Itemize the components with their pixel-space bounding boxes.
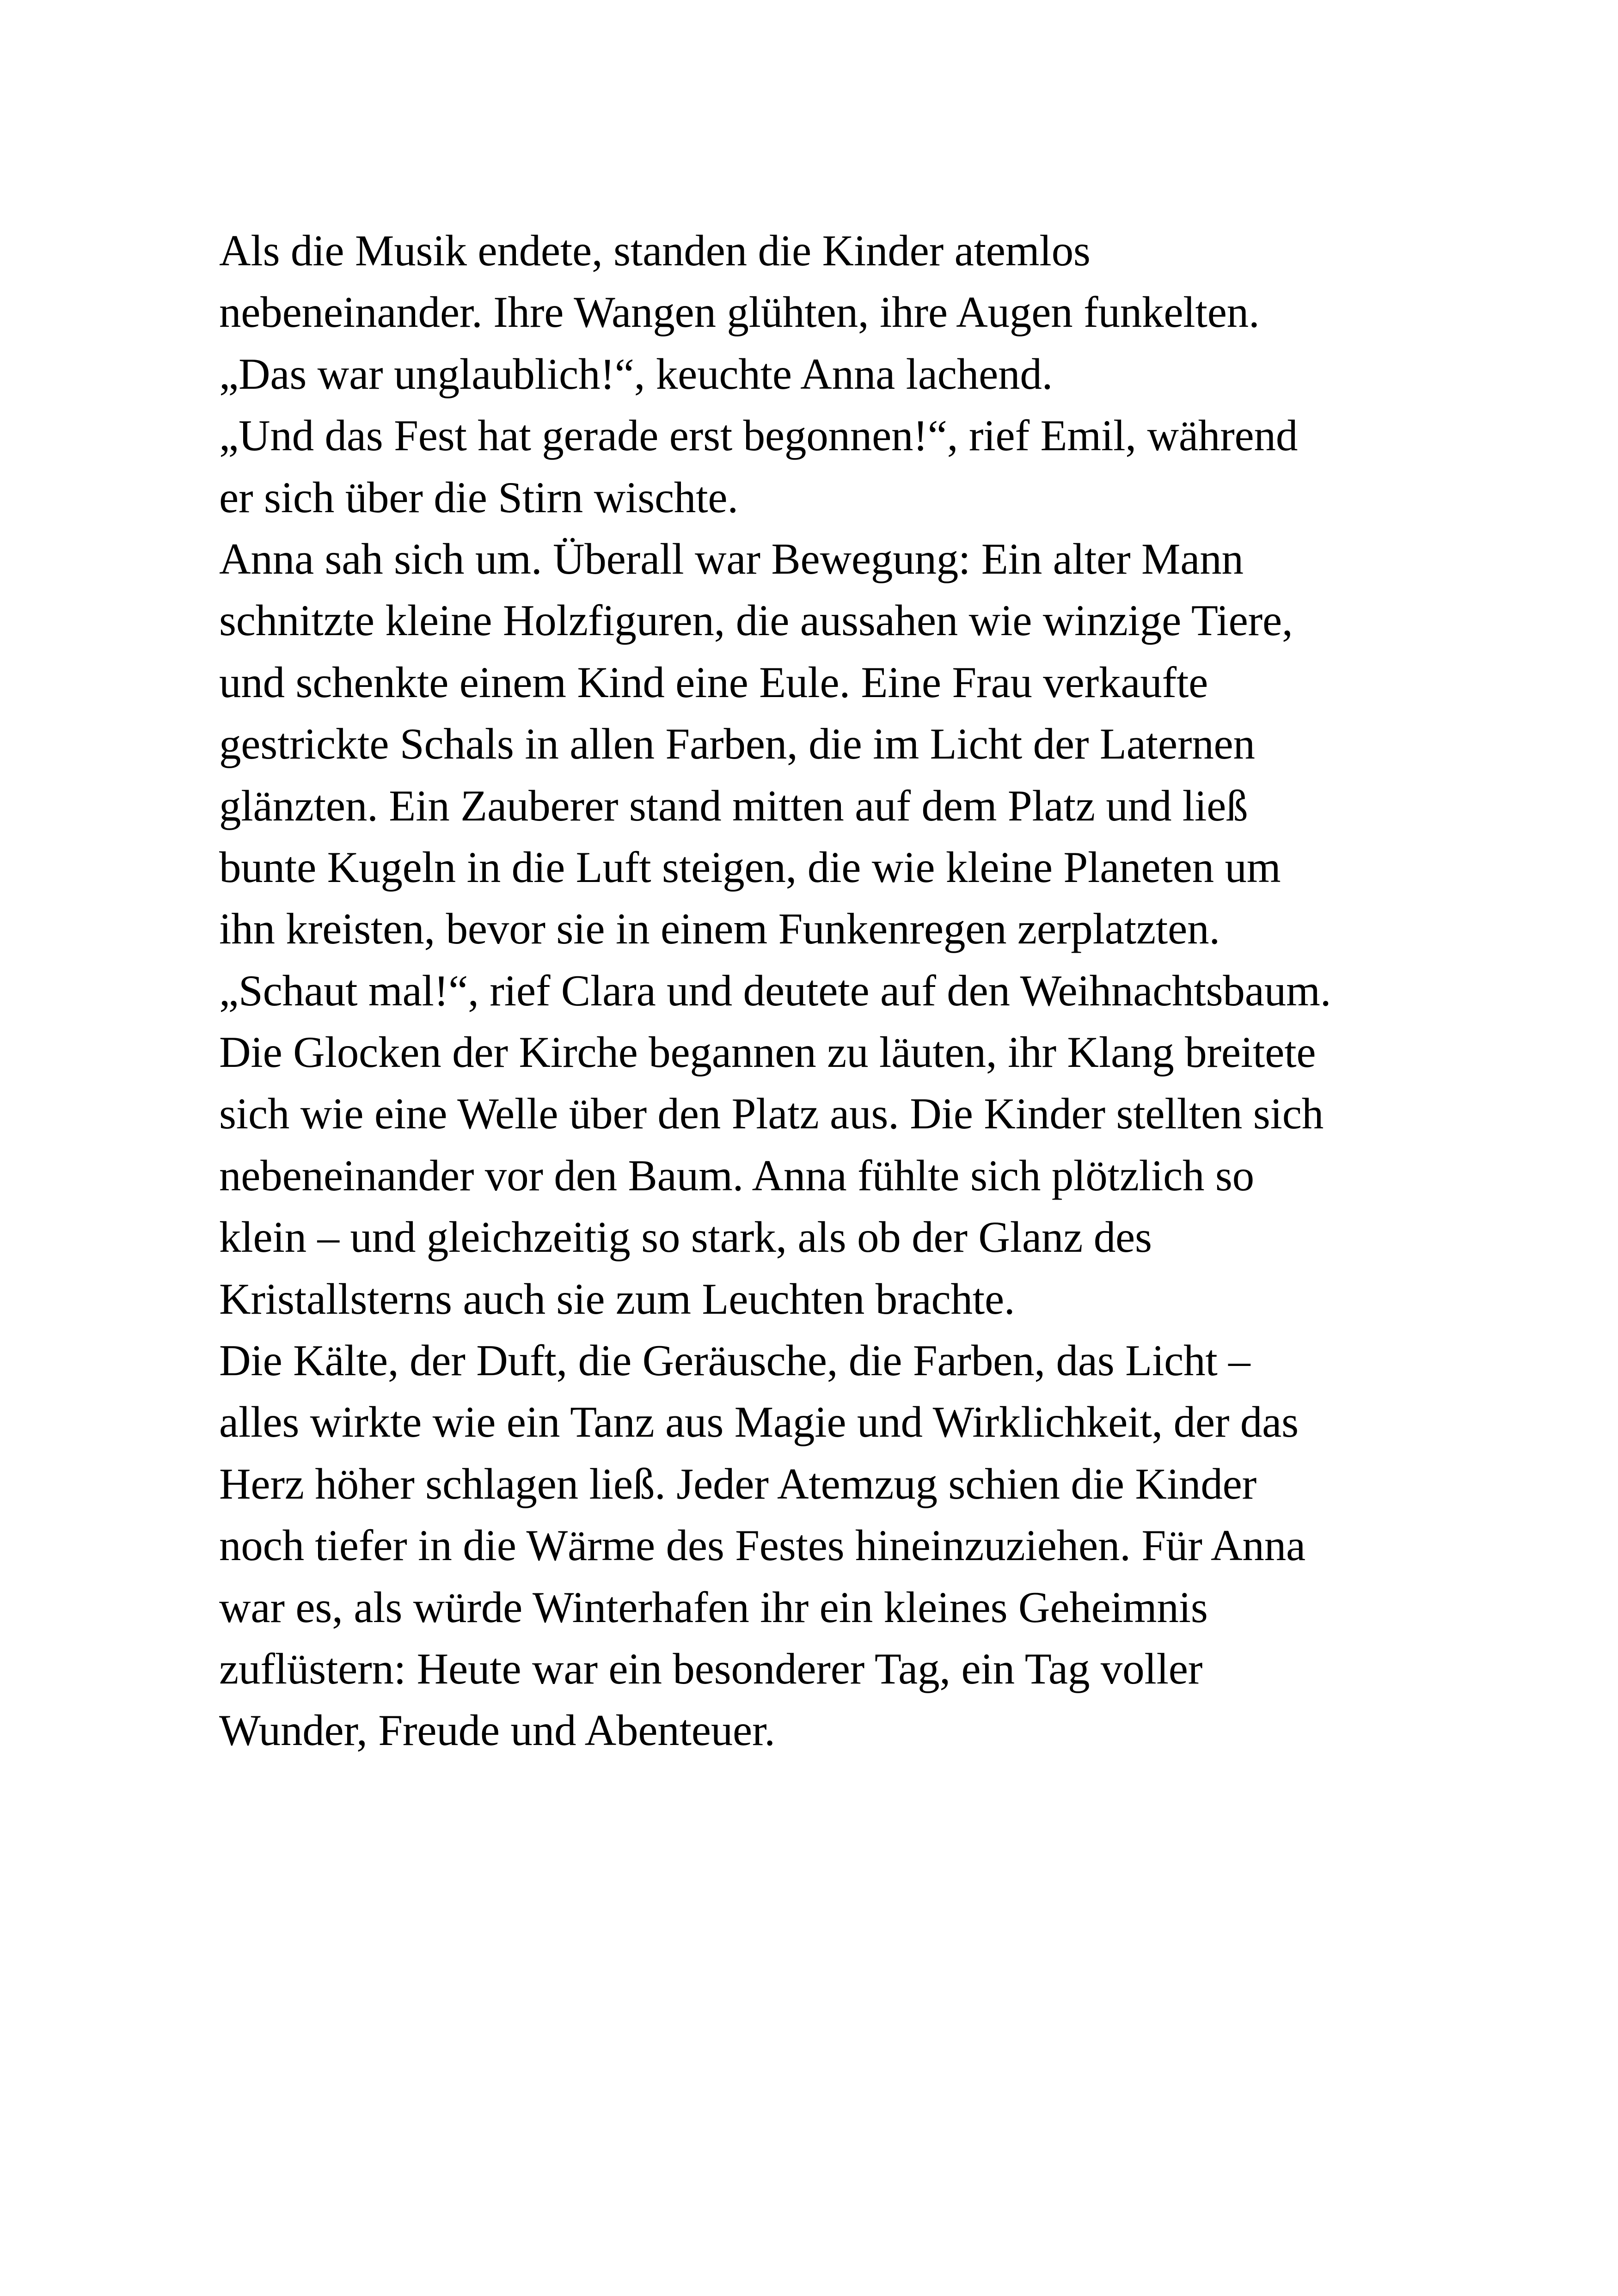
text-line: sich wie eine Welle über den Platz aus. Die Kinder stellten sich [219, 1089, 1324, 1139]
text-line: noch tiefer in die Wärme des Festes hineinzuziehen. Für Anna [219, 1521, 1305, 1570]
text-line: schnitzte kleine Holzfiguren, die aussahen wie winzige Tiere, [219, 596, 1293, 645]
text-line: er sich über die Stirn wischte. [219, 472, 738, 522]
text-line: „Schaut mal!“, rief Clara und deutete auf den Weihnachtsbaum. [219, 966, 1331, 1015]
text-line: nebeneinander vor den Baum. Anna fühlte sich plötzlich so [219, 1151, 1254, 1200]
text-line: Wunder, Freude und Abenteuer. [219, 1706, 775, 1755]
text-line: war es, als würde Winterhafen ihr ein kleines Geheimnis [219, 1582, 1208, 1632]
text-line: „Das war unglaublich!“, keuchte Anna lachend. [219, 349, 1053, 398]
text-line: Als die Musik endete, standen die Kinder atemlos [219, 226, 1091, 275]
text-line: Kristallsterns auch sie zum Leuchten brachte. [219, 1274, 1015, 1323]
text-line: Anna sah sich um. Überall war Bewegung: Ein alter Mann [219, 534, 1244, 583]
text-line: alles wirkte wie ein Tanz aus Magie und Wirklichkeit, der das [219, 1397, 1299, 1447]
text-line: Die Kälte, der Duft, die Geräusche, die Farben, das Licht – [219, 1336, 1250, 1385]
story-text-block [219, 220, 1440, 1762]
text-line: nebeneinander. Ihre Wangen glühten, ihre Augen funkelten. [219, 288, 1260, 337]
text-line: klein – und gleichzeitig so stark, als ob der Glanz des [219, 1212, 1152, 1262]
text-line: gestrickte Schals in allen Farben, die im Licht der Laternen [219, 719, 1255, 769]
text-line: Die Glocken der Kirche begannen zu läuten, ihr Klang breitete [219, 1028, 1316, 1077]
text-line: und schenkte einem Kind eine Eule. Eine Frau verkaufte [219, 657, 1208, 707]
text-line: „Und das Fest hat gerade erst begonnen!“, rief Emil, während [219, 411, 1298, 460]
text-line: ihn kreisten, bevor sie in einem Funkenregen zerplatzten. [219, 904, 1220, 954]
text-line: Herz höher schlagen ließ. Jeder Atemzug schien die Kinder [219, 1459, 1257, 1508]
text-line: zuflüstern: Heute war ein besonderer Tag, ein Tag voller [219, 1644, 1203, 1693]
text-line: bunte Kugeln in die Luft steigen, die wie kleine Planeten um [219, 842, 1281, 892]
text-line: glänzten. Ein Zauberer stand mitten auf dem Platz und ließ [219, 781, 1248, 830]
